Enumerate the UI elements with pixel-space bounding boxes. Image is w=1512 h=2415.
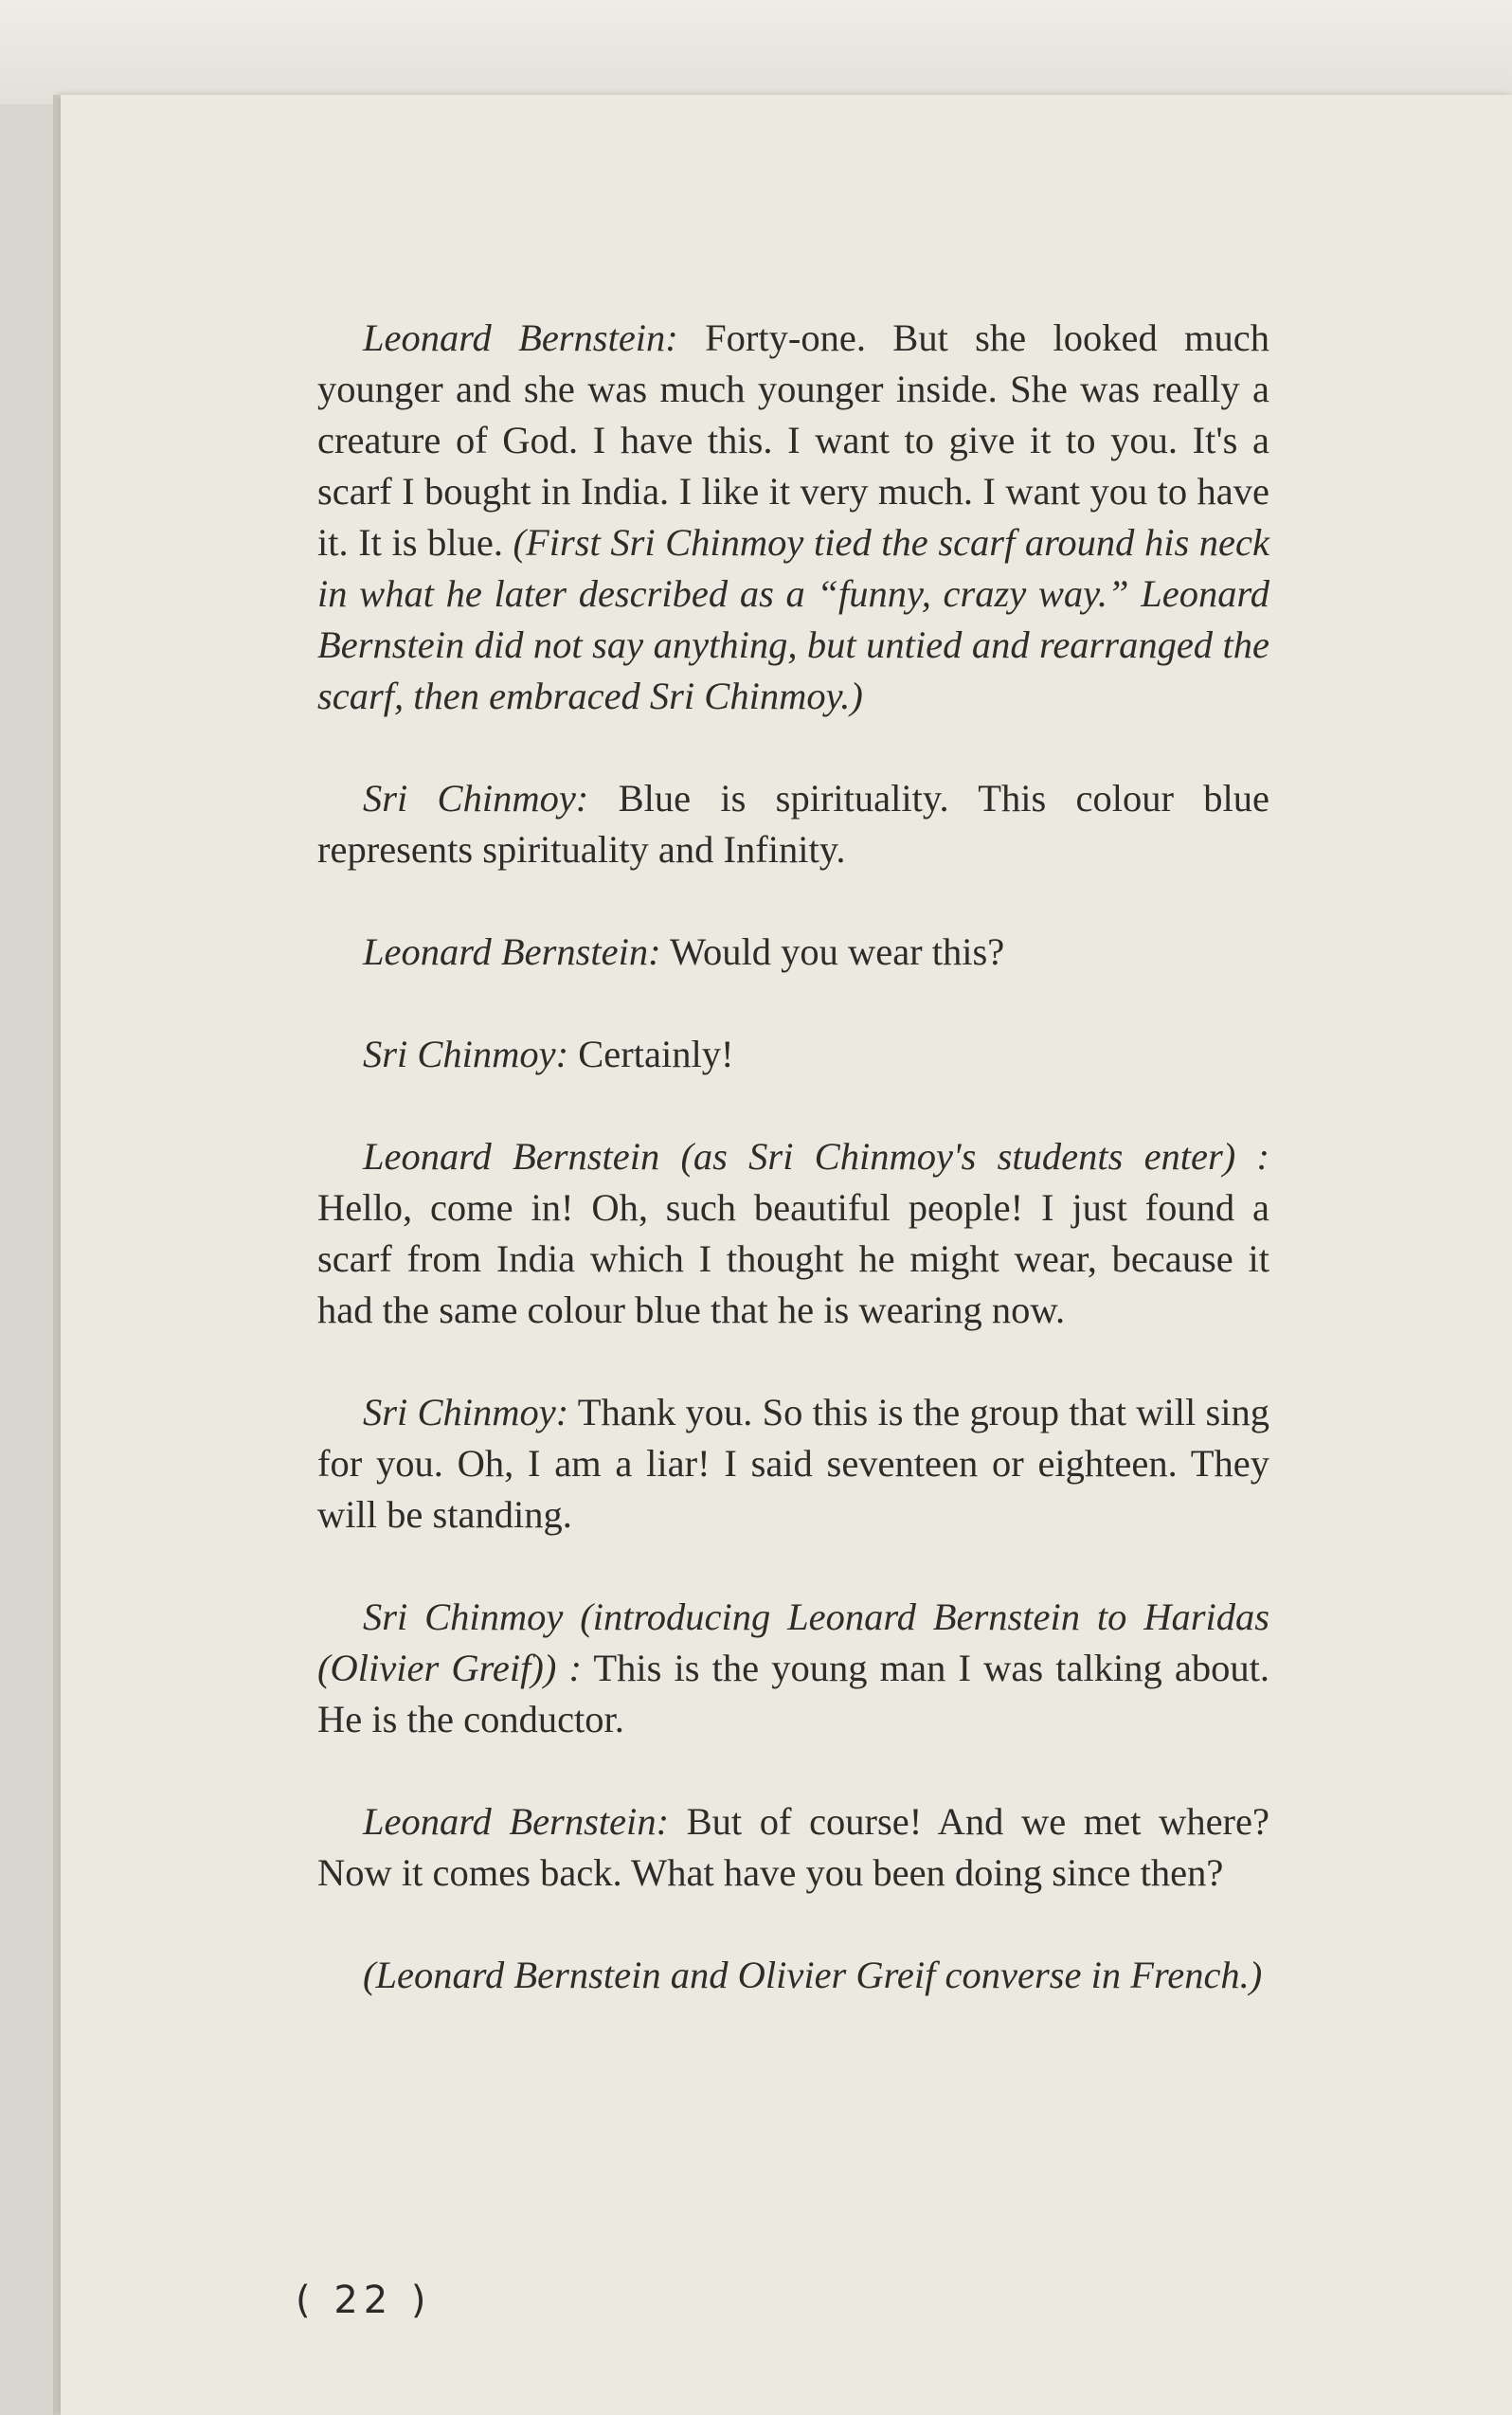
speaker-label: Leonard Bernstein: — [363, 930, 661, 973]
page-number: ( 22 ) — [296, 2279, 432, 2322]
stage-direction: (Leonard Bernstein and Olivier Greif converse in French.) — [363, 1954, 1263, 1996]
paragraph-1 — [317, 313, 1269, 722]
dialogue-line: Certainly! — [568, 1033, 734, 1075]
speaker-label: Leonard Bernstein: — [363, 316, 678, 359]
dialogue-line: Forty-one. But she looked much younger and she was much younger inside. She was really a creature of God. I have this. I want to give it to you. It's a scarf I bought in India. I like it very much. I want you to have it. It is blue. — [317, 316, 1269, 564]
page-top-shadow — [0, 0, 1512, 104]
speaker-label: Sri Chinmoy: — [363, 1391, 569, 1433]
speaker-label: Leonard Bernstein (as Sri Chinmoy's students enter) : — [363, 1135, 1269, 1178]
paragraph-2 — [317, 773, 1269, 875]
dialogue-line: Thank you. So this is the group that will sing for you. Oh, I am a liar! I said seventeen or eighteen. They will be standing. — [317, 1391, 1270, 1536]
dialogue-line: This is the young man I was talking about. He is the conductor. — [317, 1647, 1269, 1740]
dialogue-line: But of course! And we met where? Now it comes back. What have you been doing since then? — [317, 1800, 1269, 1894]
speaker-label: Sri Chinmoy (introducing Leonard Bernstein to Haridas (Olivier Greif)) : — [317, 1595, 1269, 1689]
dialogue-text — [317, 313, 1269, 2001]
stage-direction: (First Sri Chinmoy tied the scarf around his neck in what he later described as a “funny, crazy way.” Leonard Bernstein did not say anything, but untied and rearranged the scarf, then embraced Sri Chinmoy.) — [317, 521, 1269, 717]
paragraph-3 — [317, 927, 1269, 978]
dialogue-line: Hello, come in! Oh, such beautiful people! I just found a scarf from India which I thought he might wear, because it had the same colour blue that he is wearing now. — [317, 1186, 1269, 1331]
speaker-label: Leonard Bernstein: — [363, 1800, 670, 1843]
paragraph-5 — [317, 1131, 1269, 1336]
paragraph-8 — [317, 1796, 1269, 1899]
paragraph-7 — [317, 1592, 1269, 1745]
dialogue-line: Blue is spirituality. This colour blue represents spirituality and Infinity. — [317, 777, 1270, 871]
paragraph-9 — [317, 1950, 1269, 2001]
paragraph-6 — [317, 1387, 1269, 1541]
speaker-label: Sri Chinmoy: — [363, 1033, 569, 1075]
dialogue-line: Would you wear this? — [660, 930, 1005, 973]
paragraph-4 — [317, 1029, 1269, 1080]
speaker-label: Sri Chinmoy: — [363, 777, 589, 820]
